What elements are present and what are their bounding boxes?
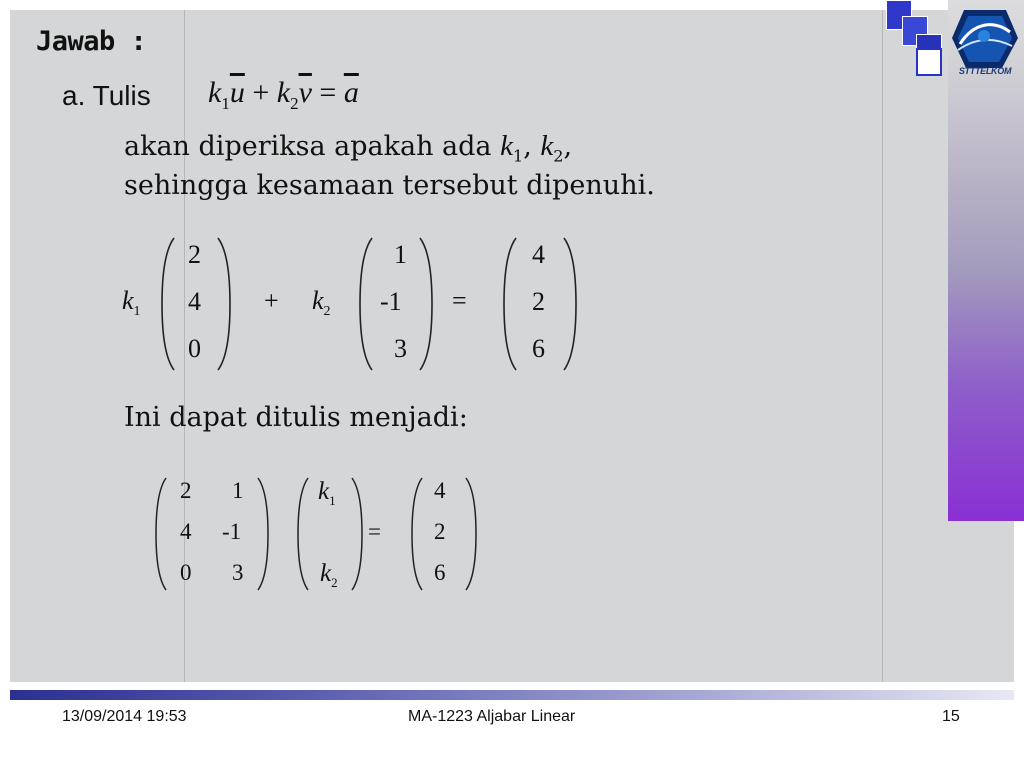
coef-k1 bbox=[122, 286, 141, 320]
footer-date: 13/09/2014 19:53 bbox=[62, 708, 187, 725]
coef-k: k bbox=[122, 286, 134, 315]
vector-1-entry: 2 bbox=[188, 240, 201, 269]
text-k: k bbox=[540, 130, 554, 162]
coef-k2 bbox=[312, 286, 331, 320]
answer-heading: Jawab : bbox=[36, 26, 147, 57]
vector-2-entry: 3 bbox=[394, 334, 407, 363]
decor-square bbox=[916, 48, 942, 76]
vector-3-entry: 2 bbox=[532, 287, 545, 316]
rhs-entry: 2 bbox=[434, 519, 446, 544]
coefficient-matrix-brackets bbox=[152, 474, 272, 594]
unknown-k: k bbox=[318, 478, 330, 505]
footer-course: MA-1223 Aljabar Linear bbox=[408, 708, 576, 725]
coef-k: k bbox=[312, 286, 324, 315]
text-line-rewrite: Ini dapat ditulis menjadi: bbox=[124, 402, 468, 433]
vector-3-entry: 6 bbox=[532, 334, 545, 363]
text-line-check bbox=[124, 130, 572, 165]
matrix-cell: -1 bbox=[222, 519, 242, 544]
vector-3-entry: 4 bbox=[532, 240, 545, 269]
plus-sign: + bbox=[264, 286, 279, 315]
footer-rule bbox=[10, 690, 1014, 700]
text-prefix: akan diperiksa apakah ada bbox=[124, 131, 492, 162]
matrix-cell: 2 bbox=[180, 478, 192, 503]
eq-sub: 2 bbox=[290, 94, 299, 113]
eq-a: $\overline{a}$ bbox=[343, 76, 359, 109]
eq-v: $\overline{v}$ bbox=[298, 76, 312, 109]
eq-plus: + bbox=[252, 76, 270, 109]
equals-sign: = bbox=[368, 519, 381, 544]
eq-u: $\overline{u}$ bbox=[229, 76, 245, 109]
unknown-k: k bbox=[320, 560, 332, 587]
text-suffix: , bbox=[563, 131, 573, 162]
text-k: k bbox=[500, 130, 514, 162]
eq-equals: = bbox=[319, 76, 337, 109]
eq-k: k bbox=[276, 76, 291, 109]
part-label: a. Tulis bbox=[62, 80, 151, 111]
rhs-entry: 6 bbox=[434, 560, 446, 585]
unknown-sub: 1 bbox=[329, 493, 336, 508]
unknown-sub: 2 bbox=[331, 575, 338, 590]
guide-line-right bbox=[882, 10, 883, 682]
matrix-cell: 1 bbox=[232, 478, 244, 503]
equals-sign: = bbox=[452, 286, 467, 315]
text-sub: 1 bbox=[513, 146, 524, 166]
rhs-entry: 4 bbox=[434, 478, 446, 503]
vector-2-entry: 1 bbox=[394, 240, 407, 269]
coef-sub: 2 bbox=[323, 304, 331, 320]
text-sep: , bbox=[523, 131, 532, 162]
vector-equation bbox=[208, 76, 359, 114]
matrix-cell: 0 bbox=[180, 560, 192, 585]
matrix-cell: 3 bbox=[232, 560, 244, 585]
matrix-cell: 4 bbox=[180, 519, 192, 544]
vector-2-entry: -1 bbox=[380, 287, 402, 316]
unknown-k2 bbox=[320, 560, 338, 591]
coef-sub: 1 bbox=[133, 304, 141, 320]
eq-k: k bbox=[208, 76, 222, 109]
unknown-k1 bbox=[318, 478, 336, 509]
vector-1-entry: 4 bbox=[188, 287, 201, 316]
text-line-condition: sehingga kesamaan tersebut dipenuhi. bbox=[124, 170, 655, 201]
footer-page-number: 15 bbox=[942, 708, 960, 725]
vector-1-entry: 0 bbox=[188, 334, 201, 363]
text-sub: 2 bbox=[553, 146, 564, 166]
eq-sub: 1 bbox=[221, 94, 230, 113]
logo-text: STTTELKOM bbox=[958, 66, 1012, 76]
